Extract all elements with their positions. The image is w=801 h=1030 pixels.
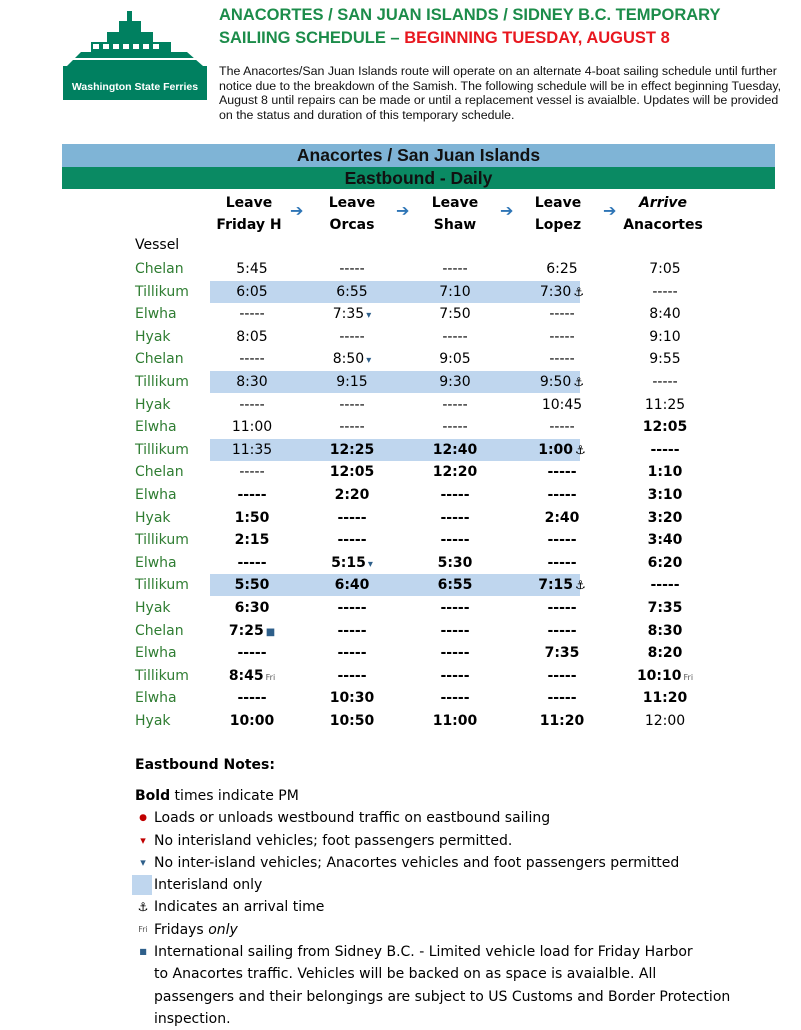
time-cell-lopez: 7:30 ⚓ bbox=[539, 283, 585, 300]
anchor-icon: ⚓ bbox=[575, 442, 586, 457]
vessel-name: Hyak bbox=[135, 509, 171, 526]
anchor-icon: ⚓ bbox=[573, 284, 585, 299]
time-cell-shaw: ----- bbox=[442, 396, 468, 413]
table-row bbox=[0, 507, 801, 530]
table-row bbox=[0, 710, 801, 733]
time-cell-orcas: 12:05 bbox=[329, 464, 375, 481]
note-bold-pm: Bold times indicate PM bbox=[135, 788, 299, 804]
time-cell-lopez: ----- bbox=[547, 464, 577, 481]
time-cell-shaw: 9:30 bbox=[439, 373, 471, 390]
time-cell-orcas: 6:55 bbox=[336, 283, 368, 300]
time-cell-shaw: ----- bbox=[440, 532, 470, 549]
blue-triangle-icon: ▾ bbox=[366, 310, 372, 322]
time-cell-anacortes: 12:05 bbox=[642, 419, 688, 436]
time-cell-lopez: 10:45 bbox=[541, 396, 583, 413]
time-cell-friday-harbor: ----- bbox=[237, 554, 267, 571]
time-cell-shaw: 7:10 bbox=[439, 283, 471, 300]
time-cell-anacortes: 3:10 bbox=[647, 486, 683, 503]
blue-triangle-icon: ▾ bbox=[140, 855, 146, 869]
time-cell-orcas: 2:20 bbox=[334, 486, 370, 503]
vessel-name: Tillikum bbox=[135, 532, 189, 549]
blue-triangle-icon: ▾ bbox=[366, 355, 372, 367]
time-cell-orcas: 7:35 ▾ bbox=[332, 306, 372, 323]
time-cell-shaw: 9:05 bbox=[439, 351, 471, 368]
time-cell-friday-harbor: 8:30 bbox=[236, 373, 268, 390]
table-row bbox=[0, 484, 801, 507]
time-cell-friday-harbor: 1:50 bbox=[234, 509, 270, 526]
blue-triangle-icon: ▾ bbox=[367, 558, 373, 570]
time-cell-friday-harbor: 5:45 bbox=[236, 261, 268, 277]
time-cell-lopez: 9:50 ⚓ bbox=[539, 373, 585, 390]
notes-title: Eastbound Notes: bbox=[135, 757, 275, 773]
time-cell-lopez: 7:15 ⚓ bbox=[538, 577, 586, 594]
time-cell-shaw: 5:30 bbox=[437, 554, 473, 571]
time-cell-anacortes: 7:35 bbox=[647, 599, 683, 616]
time-cell-friday-harbor: 11:35 bbox=[231, 441, 273, 458]
time-cell-shaw: 6:55 bbox=[437, 577, 473, 594]
table-row bbox=[0, 303, 801, 326]
time-cell-friday-harbor: ----- bbox=[239, 396, 265, 413]
table-row bbox=[0, 687, 801, 710]
note-interisland-only: Interisland only bbox=[135, 874, 775, 896]
red-triangle-icon: ▾ bbox=[140, 833, 146, 847]
time-cell-lopez: ----- bbox=[547, 667, 577, 684]
table-row bbox=[0, 258, 801, 281]
ferry-icon bbox=[63, 8, 207, 76]
table-row bbox=[0, 371, 801, 394]
time-cell-shaw: ----- bbox=[442, 328, 468, 345]
time-cell-shaw: ----- bbox=[440, 509, 470, 526]
table-row bbox=[0, 529, 801, 552]
highlight-swatch bbox=[132, 875, 152, 895]
vessel-name: Elwha bbox=[135, 419, 177, 436]
square-icon: ■ bbox=[139, 947, 147, 957]
vessel-name: Elwha bbox=[135, 306, 177, 323]
col-header-lopez: Leave Lopez bbox=[534, 195, 582, 233]
time-cell-orcas: 8:50 ▾ bbox=[332, 351, 372, 368]
vessel-name: Chelan bbox=[135, 351, 184, 368]
time-cell-anacortes: 8:30 bbox=[647, 622, 683, 639]
vessel-name: Tillikum bbox=[135, 441, 189, 458]
time-cell-lopez: ----- bbox=[549, 306, 575, 323]
table-row bbox=[0, 394, 801, 417]
table-row bbox=[0, 439, 801, 462]
time-cell-anacortes: 9:10 bbox=[649, 328, 681, 345]
time-cell-friday-harbor: 6:30 bbox=[234, 599, 270, 616]
time-cell-friday-harbor: 10:00 bbox=[229, 712, 275, 729]
time-cell-anacortes: 11:20 bbox=[642, 690, 688, 707]
fri-marker: Fri bbox=[138, 924, 148, 934]
time-cell-orcas: 9:15 bbox=[336, 373, 368, 390]
vessel-name: Hyak bbox=[135, 712, 171, 729]
anchor-icon: ⚓ bbox=[575, 578, 586, 593]
table-row bbox=[0, 552, 801, 575]
time-cell-lopez: ----- bbox=[549, 328, 575, 345]
arrow-icon: ➔ bbox=[290, 203, 304, 220]
time-cell-orcas: ----- bbox=[337, 667, 367, 684]
time-cell-shaw: ----- bbox=[440, 599, 470, 616]
col-header-orcas: Leave Orcas bbox=[328, 195, 376, 233]
column-headers bbox=[0, 192, 801, 240]
square-icon: ■ bbox=[265, 626, 276, 638]
time-cell-friday-harbor: ----- bbox=[237, 486, 267, 503]
note-international: ■ International sailing from Sidney B.C. - Limited vehicle load for Friday Harbor bbox=[135, 941, 775, 963]
vessel-name: Elwha bbox=[135, 486, 177, 503]
time-cell-lopez: 1:00 ⚓ bbox=[538, 441, 586, 458]
time-cell-orcas: ----- bbox=[337, 599, 367, 616]
time-cell-lopez: 11:20 bbox=[539, 712, 585, 729]
table-row bbox=[0, 574, 801, 597]
title-line-2-green: SAILIING SCHEDULE – bbox=[219, 29, 405, 47]
time-cell-anacortes: 8:40 bbox=[649, 306, 681, 323]
time-cell-shaw: 11:00 bbox=[432, 712, 478, 729]
time-cell-orcas: ----- bbox=[337, 645, 367, 662]
time-cell-friday-harbor: ----- bbox=[239, 351, 265, 368]
wsf-logo bbox=[63, 8, 207, 100]
time-cell-lopez: ----- bbox=[547, 554, 577, 571]
note-fridays: Fri Fridays only bbox=[135, 919, 775, 941]
note-international-cont: passengers and their belongings are subject to US Customs and Border Protection bbox=[154, 988, 731, 1005]
time-cell-orcas: ----- bbox=[337, 509, 367, 526]
time-cell-lopez: ----- bbox=[547, 622, 577, 639]
table-row bbox=[0, 620, 801, 643]
time-cell-anacortes: 6:20 bbox=[647, 554, 683, 571]
time-cell-shaw: ----- bbox=[440, 645, 470, 662]
time-cell-lopez: ----- bbox=[547, 532, 577, 549]
vessel-name: Hyak bbox=[135, 328, 171, 345]
fri-marker: Fri bbox=[265, 672, 276, 682]
vessel-name: Elwha bbox=[135, 645, 177, 662]
time-cell-anacortes: ----- bbox=[652, 373, 678, 390]
vessel-name: Chelan bbox=[135, 261, 184, 277]
note-international-cont: inspection. bbox=[154, 1010, 231, 1027]
time-cell-shaw: ----- bbox=[442, 261, 468, 277]
vessel-name: Elwha bbox=[135, 690, 177, 707]
vessel-name: Elwha bbox=[135, 554, 177, 571]
time-cell-orcas: ----- bbox=[337, 622, 367, 639]
table-row bbox=[0, 461, 801, 484]
time-cell-orcas: 10:30 bbox=[329, 690, 375, 707]
time-cell-shaw: 12:40 bbox=[432, 441, 478, 458]
time-cell-friday-harbor: 6:05 bbox=[236, 283, 268, 300]
title-line-1: ANACORTES / SAN JUAN ISLANDS / SIDNEY B.C. TEMPORARY bbox=[219, 6, 721, 24]
time-cell-anacortes: 7:05 bbox=[649, 261, 681, 277]
table-row bbox=[0, 665, 801, 688]
vessel-name: Tillikum bbox=[135, 667, 189, 684]
time-cell-orcas: 5:15 ▾ bbox=[331, 554, 373, 571]
table-row bbox=[0, 326, 801, 349]
vessel-name: Hyak bbox=[135, 599, 171, 616]
vessel-name: Tillikum bbox=[135, 373, 189, 390]
time-cell-lopez: ----- bbox=[547, 599, 577, 616]
anchor-icon: ⚓ bbox=[573, 374, 585, 389]
note-loads-westbound: ● Loads or unloads westbound traffic on eastbound sailing bbox=[135, 807, 775, 829]
page-title bbox=[219, 4, 789, 50]
table-row bbox=[0, 348, 801, 371]
time-cell-lopez: ----- bbox=[547, 486, 577, 503]
vessel-name: Tillikum bbox=[135, 283, 189, 300]
vessel-name: Chelan bbox=[135, 622, 184, 639]
dot-icon: ● bbox=[139, 813, 147, 824]
time-cell-orcas: 12:25 bbox=[329, 441, 375, 458]
time-cell-lopez: ----- bbox=[547, 690, 577, 707]
time-cell-friday-harbor: ----- bbox=[239, 306, 265, 323]
route-banner: Anacortes / San Juan Islands bbox=[62, 144, 775, 167]
table-row bbox=[0, 416, 801, 439]
time-cell-anacortes: 9:55 bbox=[649, 351, 681, 368]
table-row bbox=[0, 642, 801, 665]
schedule-table bbox=[0, 258, 801, 732]
time-cell-anacortes: ----- bbox=[650, 441, 680, 458]
time-cell-anacortes: ----- bbox=[652, 283, 678, 300]
time-cell-orcas: ----- bbox=[339, 396, 365, 413]
time-cell-shaw: 12:20 bbox=[432, 464, 478, 481]
time-cell-orcas: ----- bbox=[339, 419, 365, 436]
vessel-name: Tillikum bbox=[135, 577, 189, 594]
time-cell-friday-harbor: ----- bbox=[237, 645, 267, 662]
table-row bbox=[0, 597, 801, 620]
time-cell-orcas: ----- bbox=[339, 261, 365, 277]
time-cell-friday-harbor: ----- bbox=[237, 690, 267, 707]
time-cell-friday-harbor: 7:25 ■ bbox=[228, 622, 276, 639]
time-cell-orcas: 6:40 bbox=[334, 577, 370, 594]
col-header-shaw: Leave Shaw bbox=[431, 195, 479, 233]
direction-banner: Eastbound - Daily bbox=[62, 167, 775, 189]
table-row bbox=[0, 281, 801, 304]
time-cell-shaw: ----- bbox=[440, 486, 470, 503]
time-cell-anacortes: 8:20 bbox=[647, 645, 683, 662]
title-line-2-red: BEGINNING TUESDAY, AUGUST 8 bbox=[404, 29, 670, 47]
time-cell-anacortes: 10:10 Fri bbox=[636, 667, 694, 684]
anchor-icon: ⚓ bbox=[137, 900, 149, 915]
note-no-inter-island: ▾ No inter-island vehicles; Anacortes vehicles and foot passengers permitted bbox=[135, 852, 775, 874]
time-cell-anacortes: 3:40 bbox=[647, 532, 683, 549]
arrow-icon: ➔ bbox=[396, 203, 410, 220]
note-arrival: ⚓ Indicates an arrival time bbox=[135, 896, 775, 918]
time-cell-shaw: 7:50 bbox=[439, 306, 471, 323]
time-cell-friday-harbor: 2:15 bbox=[234, 532, 270, 549]
time-cell-shaw: ----- bbox=[442, 419, 468, 436]
arrow-icon: ➔ bbox=[603, 203, 617, 220]
time-cell-anacortes: ----- bbox=[650, 577, 680, 594]
time-cell-anacortes: 12:00 bbox=[644, 712, 686, 729]
vessel-name: Chelan bbox=[135, 464, 184, 481]
time-cell-lopez: ----- bbox=[549, 419, 575, 436]
time-cell-shaw: ----- bbox=[440, 690, 470, 707]
time-cell-lopez: 2:40 bbox=[544, 509, 580, 526]
time-cell-lopez: 6:25 bbox=[546, 261, 578, 277]
time-cell-anacortes: 11:25 bbox=[644, 396, 686, 413]
col-header-anacortes: Arrive Anacortes bbox=[623, 195, 703, 233]
time-cell-orcas: ----- bbox=[337, 532, 367, 549]
intro-paragraph: The Anacortes/San Juan Islands route will operate on an alternate 4-boat sailing schedule until further notice due to the breakdown of the Samish. The following schedule will be in effect beginning Tuesday, August 8 until repairs can be made or until a replacement vessel is avaialble. Updates will be provided on the status and duration of this temporary schedule. bbox=[219, 64, 782, 122]
time-cell-friday-harbor: 8:45 Fri bbox=[228, 667, 276, 684]
time-cell-lopez: 7:35 bbox=[544, 645, 580, 662]
note-international-cont: to Anacortes traffic. Vehicles will be backed on as space is avaialble. All bbox=[154, 966, 657, 983]
time-cell-shaw: ----- bbox=[440, 667, 470, 684]
arrow-icon: ➔ bbox=[500, 203, 514, 220]
time-cell-orcas: ----- bbox=[339, 328, 365, 345]
time-cell-anacortes: 1:10 bbox=[647, 464, 683, 481]
time-cell-friday-harbor: 8:05 bbox=[236, 328, 268, 345]
vessel-name: Hyak bbox=[135, 396, 171, 413]
time-cell-lopez: ----- bbox=[549, 351, 575, 368]
time-cell-friday-harbor: 11:00 bbox=[231, 419, 273, 436]
time-cell-friday-harbor: 5:50 bbox=[234, 577, 270, 594]
col-header-friday-harbor: Leave Friday H bbox=[216, 195, 282, 233]
note-no-interisland: ▾ No interisland vehicles; foot passengers permitted. bbox=[135, 830, 775, 852]
title-line-2 bbox=[219, 27, 789, 50]
time-cell-orcas: 10:50 bbox=[329, 712, 375, 729]
time-cell-shaw: ----- bbox=[440, 622, 470, 639]
eastbound-notes bbox=[135, 757, 775, 1030]
time-cell-anacortes: 3:20 bbox=[647, 509, 683, 526]
fri-marker: Fri bbox=[683, 672, 694, 682]
vessel-column-label: Vessel bbox=[135, 237, 180, 253]
logo-text: Washington State Ferries bbox=[63, 75, 207, 100]
time-cell-friday-harbor: ----- bbox=[239, 464, 265, 481]
